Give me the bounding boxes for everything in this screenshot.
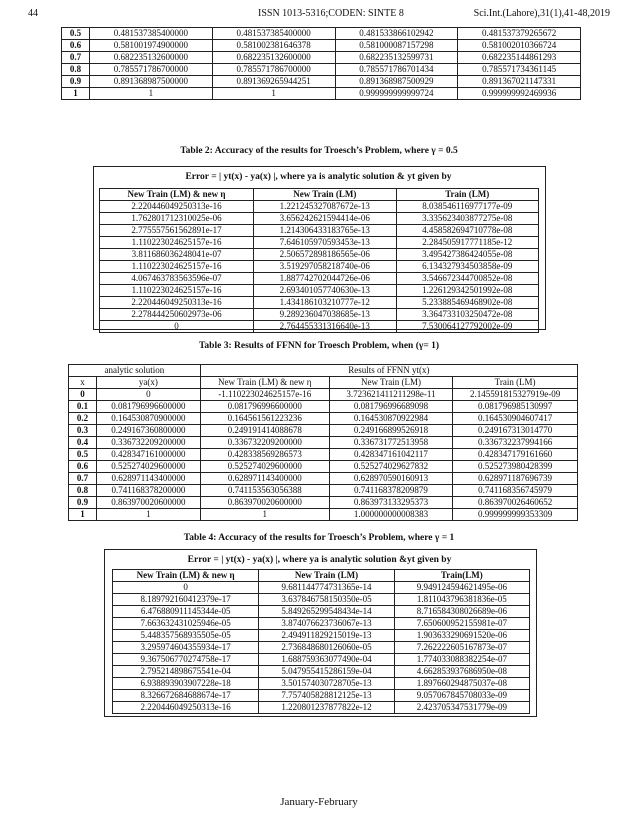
column-header: ya(x) bbox=[97, 377, 201, 389]
table-row bbox=[100, 285, 539, 297]
table-cell: 0.891367021147331 bbox=[458, 76, 581, 88]
table-cell: 1.110223024625157e-16 bbox=[100, 285, 254, 297]
table-cell: 2.145591815327919e-09 bbox=[453, 389, 578, 401]
table-cell: 0 bbox=[100, 321, 254, 333]
issn-text: ISSN 1013-5316;CODEN: SINTE 8 bbox=[258, 8, 404, 19]
table3 bbox=[68, 364, 578, 521]
table-cell: 0.481537379265672 bbox=[458, 28, 581, 40]
table-cell: 2.795214898675541e-04 bbox=[113, 666, 259, 678]
table-cell: 0.7 bbox=[69, 473, 97, 485]
table-cell: 3.637846758150350e-05 bbox=[259, 594, 394, 606]
table-cell: 1.221245327087672e-13 bbox=[254, 201, 396, 213]
table-cell: 0.891369265944251 bbox=[212, 76, 335, 88]
table-cell: 1 bbox=[97, 509, 201, 521]
table-cell: 0 bbox=[69, 389, 97, 401]
table-cell: 2.284505917771185e-12 bbox=[396, 237, 538, 249]
table-row bbox=[69, 461, 578, 473]
page-footer: January-February bbox=[280, 796, 358, 808]
table-cell: 6.938893903907228e-18 bbox=[113, 678, 259, 690]
table-row bbox=[100, 273, 539, 285]
table-row bbox=[62, 28, 581, 40]
table-cell: 8.326672684688674e-17 bbox=[113, 690, 259, 702]
table-cell: 7.530064127792002e-09 bbox=[396, 321, 538, 333]
table-cell: 0.428347179161660 bbox=[453, 449, 578, 461]
table-cell: 0.164530870922984 bbox=[329, 413, 452, 425]
table-row bbox=[113, 642, 530, 654]
table-cell: 0.999999999353309 bbox=[453, 509, 578, 521]
table-row bbox=[69, 437, 578, 449]
table-cell: 0 bbox=[97, 389, 201, 401]
table-row bbox=[100, 309, 539, 321]
table-cell: 0.5 bbox=[69, 449, 97, 461]
table-cell: 1 bbox=[212, 88, 335, 100]
table-row bbox=[69, 401, 578, 413]
table-cell: 1.762801712310025e-06 bbox=[100, 213, 254, 225]
table-cell: 0.863970020600000 bbox=[97, 497, 201, 509]
page-number: 44 bbox=[28, 8, 38, 19]
table-cell: 5.849265299548434e-14 bbox=[259, 606, 394, 618]
table-cell: 3.811686036248041e-07 bbox=[100, 249, 254, 261]
table-cell: 3.364733103250472e-08 bbox=[396, 309, 538, 321]
table-cell: 8.038546116977177e-09 bbox=[396, 201, 538, 213]
table-cell: 0.336732209200000 bbox=[97, 437, 201, 449]
table-cell: 2.693401057740630e-13 bbox=[254, 285, 396, 297]
table-cell: 6.476880911145344e-05 bbox=[113, 606, 259, 618]
column-header: New Train (LM) bbox=[329, 377, 452, 389]
table-cell: 0.891368987500929 bbox=[335, 76, 458, 88]
page-header bbox=[28, 8, 610, 22]
table-cell: 0.081796985130997 bbox=[453, 401, 578, 413]
table-cell: 0.8 bbox=[69, 485, 97, 497]
table-cell: 0.891368987500000 bbox=[90, 76, 213, 88]
table-cell: 9.949124594621495e-06 bbox=[394, 582, 529, 594]
group-header-ffnn: Results of FFNN yt(x) bbox=[200, 365, 577, 377]
table-row bbox=[100, 201, 539, 213]
table-cell: 0.581002010366724 bbox=[458, 40, 581, 52]
table-row bbox=[113, 678, 530, 690]
table-cell: 2.220446049250313e-16 bbox=[100, 201, 254, 213]
table-cell: 1.110223024625157e-16 bbox=[100, 237, 254, 249]
table-cell: 0.741168378200000 bbox=[97, 485, 201, 497]
table-cell: 3.519297058218740e-06 bbox=[254, 261, 396, 273]
table-row bbox=[100, 321, 539, 333]
table-row bbox=[69, 473, 578, 485]
table-cell: 2.764455331316640e-13 bbox=[254, 321, 396, 333]
table-cell: 0.525273980428399 bbox=[453, 461, 578, 473]
table-cell: 2.494911829215019e-13 bbox=[259, 630, 394, 642]
table-cell: 0.785571786700000 bbox=[90, 64, 213, 76]
table-cell: 0.628971143400000 bbox=[200, 473, 329, 485]
table-cell: 2.423705347531779e-09 bbox=[394, 702, 529, 714]
table-cell: 9.289236047038685e-13 bbox=[254, 309, 396, 321]
table-cell: 0.081796996600000 bbox=[97, 401, 201, 413]
table-cell: 0.1 bbox=[69, 401, 97, 413]
table2-title: Error = | yt(x) - ya(x) |, where ya is analytic solution & yt given by bbox=[185, 172, 452, 182]
table-row bbox=[113, 654, 530, 666]
table-cell: 1.897660294875037e-08 bbox=[394, 678, 529, 690]
table-cell: 1.110223024625157e-16 bbox=[100, 261, 254, 273]
table-cell: 0.336732237994166 bbox=[453, 437, 578, 449]
table4-title: Error = | yt(x) - ya(x) |, where ya is analytic solution &yt given by bbox=[187, 555, 452, 565]
table-cell: 0.164561561223236 bbox=[200, 413, 329, 425]
table-cell: 0.741168356745979 bbox=[453, 485, 578, 497]
table-cell: 0.428347161000000 bbox=[97, 449, 201, 461]
table-cell: 0.249166899526918 bbox=[329, 425, 452, 437]
table-cell: 2.220446049250313e-16 bbox=[100, 297, 254, 309]
table-cell: 0.863970020600000 bbox=[200, 497, 329, 509]
journal-citation: Sci.Int.(Lahore),31(1),41-48,2019 bbox=[473, 8, 610, 19]
table-cell: 1 bbox=[69, 509, 97, 521]
table-row bbox=[69, 389, 578, 401]
table-row bbox=[100, 261, 539, 273]
table-cell: 0.525274029627832 bbox=[329, 461, 452, 473]
table-cell: 2.775557561562891e-17 bbox=[100, 225, 254, 237]
table-cell: 1.226129342501992e-08 bbox=[396, 285, 538, 297]
table-cell: 0.7 bbox=[62, 52, 90, 64]
table-row bbox=[100, 237, 539, 249]
table-cell: 9.367506770274758e-17 bbox=[113, 654, 259, 666]
table-cell: 0.628971187696739 bbox=[453, 473, 578, 485]
table-row bbox=[69, 425, 578, 437]
table-row bbox=[62, 52, 581, 64]
table-row bbox=[62, 88, 581, 100]
table-cell: 4.662853937686950e-08 bbox=[394, 666, 529, 678]
table-cell: 0.8 bbox=[62, 64, 90, 76]
table-cell: 8.716584308026689e-06 bbox=[394, 606, 529, 618]
table-cell: 0.785571786701434 bbox=[335, 64, 458, 76]
table-cell: 0.5 bbox=[62, 28, 90, 40]
table-cell: 7.650600952155981e-07 bbox=[394, 618, 529, 630]
table-cell: 2.736848680126060e-05 bbox=[259, 642, 394, 654]
table-row bbox=[69, 485, 578, 497]
table-cell: 0.682235132600000 bbox=[90, 52, 213, 64]
table-cell: 0.481537385400000 bbox=[90, 28, 213, 40]
column-header: New Train (LM) bbox=[254, 189, 396, 201]
table-cell: 0.4 bbox=[69, 437, 97, 449]
table-cell: 9.057067845708033e-09 bbox=[394, 690, 529, 702]
table-cell: 0.481537385400000 bbox=[212, 28, 335, 40]
table-row bbox=[69, 497, 578, 509]
table-cell: 3.723621411211298e-11 bbox=[329, 389, 452, 401]
table-row bbox=[100, 249, 539, 261]
table-cell: 3.295974604355934e-17 bbox=[113, 642, 259, 654]
table-cell: 2.278444250602973e-06 bbox=[100, 309, 254, 321]
table-row bbox=[69, 509, 578, 521]
table4 bbox=[112, 569, 530, 714]
table-row bbox=[113, 630, 530, 642]
column-header: x bbox=[69, 377, 97, 389]
table-cell: 0.999999999999724 bbox=[335, 88, 458, 100]
table-cell: 1.887742702044726e-06 bbox=[254, 273, 396, 285]
table-row bbox=[113, 690, 530, 702]
column-header: Train (LM) bbox=[396, 189, 538, 201]
table-cell: 0.682235144861293 bbox=[458, 52, 581, 64]
table-row bbox=[62, 64, 581, 76]
table-cell: 0.525274029600000 bbox=[97, 461, 201, 473]
table-row bbox=[69, 449, 578, 461]
table-cell: 0.863970026460652 bbox=[453, 497, 578, 509]
table-row bbox=[113, 702, 530, 714]
group-header-analytic: analytic solution bbox=[69, 365, 201, 377]
table-cell: 9.681144774731365e-14 bbox=[259, 582, 394, 594]
table-cell: 3.495427386424055e-08 bbox=[396, 249, 538, 261]
table-cell: 1.811043796381836e-05 bbox=[394, 594, 529, 606]
table-cell: 8.189792160412379e-17 bbox=[113, 594, 259, 606]
column-header: New Train (LM) & new η bbox=[113, 570, 259, 582]
table-cell: 7.262222605167873e-07 bbox=[394, 642, 529, 654]
table-row bbox=[69, 413, 578, 425]
table-cell: 1.774033088382254e-07 bbox=[394, 654, 529, 666]
table-cell: 0.581002381646378 bbox=[212, 40, 335, 52]
table-cell: 7.663632431025946e-05 bbox=[113, 618, 259, 630]
table-cell: 0.741168378209879 bbox=[329, 485, 452, 497]
table2-caption: Table 2: Accuracy of the results for Troesch’s Problem, where γ = 0.5 bbox=[180, 146, 458, 156]
column-header: New Train (LM) bbox=[259, 570, 394, 582]
table-cell: 5.233885469468902e-08 bbox=[396, 297, 538, 309]
table-cell: 6.134327934503858e-09 bbox=[396, 261, 538, 273]
table-cell: 0.2 bbox=[69, 413, 97, 425]
table-cell: 0.164530870900000 bbox=[97, 413, 201, 425]
table-cell: 0.249167360800000 bbox=[97, 425, 201, 437]
table-cell: 5.448357568935505e-05 bbox=[113, 630, 259, 642]
table-cell: 0.164530904607417 bbox=[453, 413, 578, 425]
table-cell: 3.501574030728705e-13 bbox=[259, 678, 394, 690]
table-cell: 0.428347161042117 bbox=[329, 449, 452, 461]
table-cell: 4.458582694710778e-08 bbox=[396, 225, 538, 237]
table-cell: 1 bbox=[90, 88, 213, 100]
table-row bbox=[113, 666, 530, 678]
table-cell: 0.863973133295373 bbox=[329, 497, 452, 509]
table-cell: 0.741153563056388 bbox=[200, 485, 329, 497]
table-cell: 0.081796996689098 bbox=[329, 401, 452, 413]
table-cell: 0.682235132600000 bbox=[212, 52, 335, 64]
table-cell: 0.6 bbox=[62, 40, 90, 52]
table-cell: 3.335623403877275e-08 bbox=[396, 213, 538, 225]
table-cell: 0.525274029600000 bbox=[200, 461, 329, 473]
table-cell: 0.6 bbox=[69, 461, 97, 473]
table-cell: 3.874076623736067e-13 bbox=[259, 618, 394, 630]
table-cell: 0.249167313014770 bbox=[453, 425, 578, 437]
table-cell: 1.688759363077490e-04 bbox=[259, 654, 394, 666]
table-row bbox=[113, 618, 530, 630]
table-cell: 2.220446049250313e-16 bbox=[113, 702, 259, 714]
table-cell: 0.785571786700000 bbox=[212, 64, 335, 76]
table-cell: 0.999999992469936 bbox=[458, 88, 581, 100]
table-cell: 3.656242621594414e-06 bbox=[254, 213, 396, 225]
table-cell: 0.581001974900000 bbox=[90, 40, 213, 52]
column-header: Train(LM) bbox=[394, 570, 529, 582]
table-cell: 0.481533866102942 bbox=[335, 28, 458, 40]
table-cell: 1 bbox=[62, 88, 90, 100]
table-row bbox=[62, 40, 581, 52]
table2 bbox=[99, 188, 539, 333]
table-cell: 0.628971143400000 bbox=[97, 473, 201, 485]
table-cell: 0.428338569286573 bbox=[200, 449, 329, 461]
table-cell: 5.047955415286159e-04 bbox=[259, 666, 394, 678]
table-row bbox=[113, 582, 530, 594]
table-cell: 0.581000087157298 bbox=[335, 40, 458, 52]
continuation-table bbox=[61, 27, 581, 100]
table-cell: 1.220801237877822e-12 bbox=[259, 702, 394, 714]
table-cell: 0.9 bbox=[62, 76, 90, 88]
table-cell: 0.336731772513958 bbox=[329, 437, 452, 449]
table-cell: 0.336732209200000 bbox=[200, 437, 329, 449]
table-cell: 7.757405828812125e-13 bbox=[259, 690, 394, 702]
table-cell: 4.067463783563596e-07 bbox=[100, 273, 254, 285]
table-row bbox=[113, 594, 530, 606]
table-cell: 0 bbox=[113, 582, 259, 594]
column-header: New Train (LM) & new η bbox=[100, 189, 254, 201]
table3-caption: Table 3: Results of FFNN for Troesch Problem, when (γ= 1) bbox=[198, 341, 440, 351]
table-cell: 1.214306433183765e-13 bbox=[254, 225, 396, 237]
table-cell: 0.682235132599731 bbox=[335, 52, 458, 64]
table-cell: 3.546672344700852e-08 bbox=[396, 273, 538, 285]
table-cell: 0.785571734361145 bbox=[458, 64, 581, 76]
table-cell: 1 bbox=[200, 509, 329, 521]
table4-caption: Table 4: Accuracy of the results for Troesch’s Problem, where γ = 1 bbox=[183, 533, 455, 543]
table-row bbox=[100, 213, 539, 225]
table-cell: 0.628970590160913 bbox=[329, 473, 452, 485]
table-cell: 0.9 bbox=[69, 497, 97, 509]
table-row bbox=[113, 606, 530, 618]
table-cell: 1.000000000008383 bbox=[329, 509, 452, 521]
table-cell: 0.249191414088678 bbox=[200, 425, 329, 437]
table-cell: 0.081796996600000 bbox=[200, 401, 329, 413]
table-cell: 1.434186103210777e-12 bbox=[254, 297, 396, 309]
table-cell: 7.646105970593453e-13 bbox=[254, 237, 396, 249]
table-cell: 2.506572898186565e-06 bbox=[254, 249, 396, 261]
column-header: Train (LM) bbox=[453, 377, 578, 389]
table-row bbox=[62, 76, 581, 88]
table-row bbox=[100, 297, 539, 309]
table-row bbox=[100, 225, 539, 237]
table-cell: 0.3 bbox=[69, 425, 97, 437]
column-header: New Train (LM) & new η bbox=[200, 377, 329, 389]
table-cell: -1.110223024625157e-16 bbox=[200, 389, 329, 401]
table-cell: 1.903633290691520e-06 bbox=[394, 630, 529, 642]
